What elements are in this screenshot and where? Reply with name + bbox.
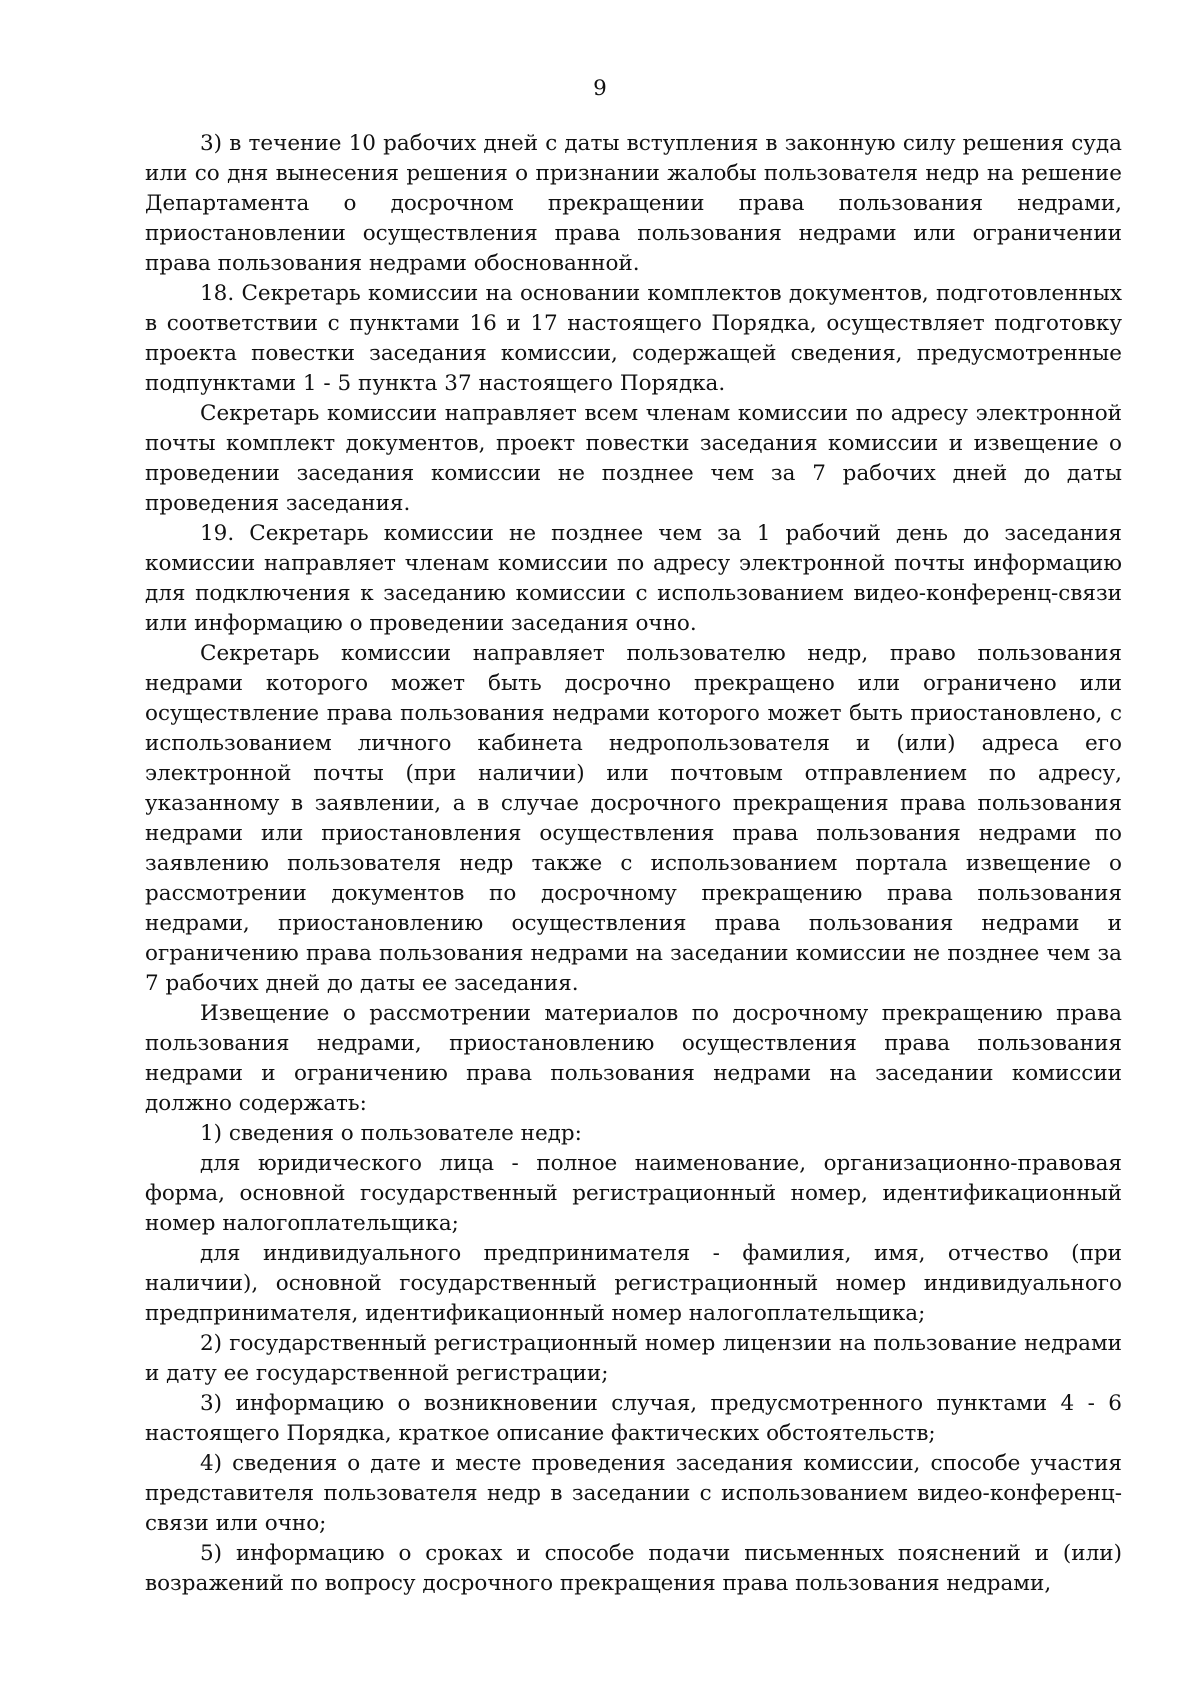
paragraph: 5) информацию о сроках и способе подачи письменных пояснений и (или) возражений по вопросу досрочного прекращения права пользования недрами, bbox=[145, 1541, 1122, 1596]
paragraph: для юридического лица - полное наименование, организационно-правовая форма, основной государственный регистрационный номер, идентификационный номер налогоплательщика; bbox=[145, 1151, 1122, 1236]
paragraph: Секретарь комиссии направляет пользователю недр, право пользования недрами которого может быть досрочно прекращено или ограничено или осуществление права пользования недрами которого может быть приостановлено, с использованием личного кабинета недропользователя и (или) адреса его электронной почты (при наличии) или почтовым отправлением по адресу, указанному в заявлении, а в случае досрочного прекращения права пользования недрами или приостановления осуществления права пользования недрами по заявлению пользователя недр также с использованием портала извещение о рассмотрении документов по досрочному прекращению права пользования недрами, приостановлению осуществления права пользования недрами и ограничению права пользования недрами на заседании комиссии не позднее чем за 7 рабочих дней до даты ее заседания. bbox=[145, 641, 1122, 996]
paragraph: 3) в течение 10 рабочих дней с даты вступления в законную силу решения суда или со дня вынесения решения о признании жалобы пользователя недр на решение Департамента о досрочном прекращении права пользования недрами, приостановлении осуществления права пользования недрами или ограничении права пользования недрами обоснованной. bbox=[145, 131, 1122, 276]
paragraph: Секретарь комиссии направляет всем членам комиссии по адресу электронной почты комплект документов, проект повестки заседания комиссии и извещение о проведении заседания комиссии не позднее чем за 7 рабочих дней до даты проведения заседания. bbox=[145, 401, 1122, 516]
page-number: 9 bbox=[593, 76, 607, 101]
paragraph: 4) сведения о дате и месте проведения заседания комиссии, способе участия представителя пользователя недр в заседании с использованием видео-конференц-связи или очно; bbox=[145, 1451, 1122, 1536]
paragraph: для индивидуального предпринимателя - фамилия, имя, отчество (при наличии), основной государственный регистрационный номер индивидуального предпринимателя, идентификационный номер налогоплательщика; bbox=[145, 1241, 1122, 1326]
paragraph: 2) государственный регистрационный номер лицензии на пользование недрами и дату ее государственной регистрации; bbox=[145, 1331, 1122, 1386]
paragraph: 1) сведения о пользователе недр: bbox=[200, 1121, 582, 1146]
paragraph: 19. Секретарь комиссии не позднее чем за 1 рабочий день до заседания комиссии направляет членам комиссии по адресу электронной почты информацию для подключения к заседанию комиссии с использованием видео-конференц-связи или информацию о проведении заседания очно. bbox=[145, 521, 1122, 636]
paragraph: 3) информацию о возникновении случая, предусмотренного пунктами 4 - 6 настоящего Порядка, краткое описание фактических обстоятельств; bbox=[145, 1391, 1122, 1446]
paragraph: 18. Секретарь комиссии на основании комплектов документов, подготовленных в соответствии с пунктами 16 и 17 настоящего Порядка, осуществляет подготовку проекта повестки заседания комиссии, содержащей сведения, предусмотренные подпунктами 1 - 5 пункта 37 настоящего Порядка. bbox=[145, 281, 1122, 396]
paragraph: Извещение о рассмотрении материалов по досрочному прекращению права пользования недрами, приостановлению осуществления права пользования недрами и ограничению права пользования недрами на заседании комиссии должно содержать: bbox=[145, 1001, 1122, 1116]
document-body bbox=[145, 129, 1122, 1599]
